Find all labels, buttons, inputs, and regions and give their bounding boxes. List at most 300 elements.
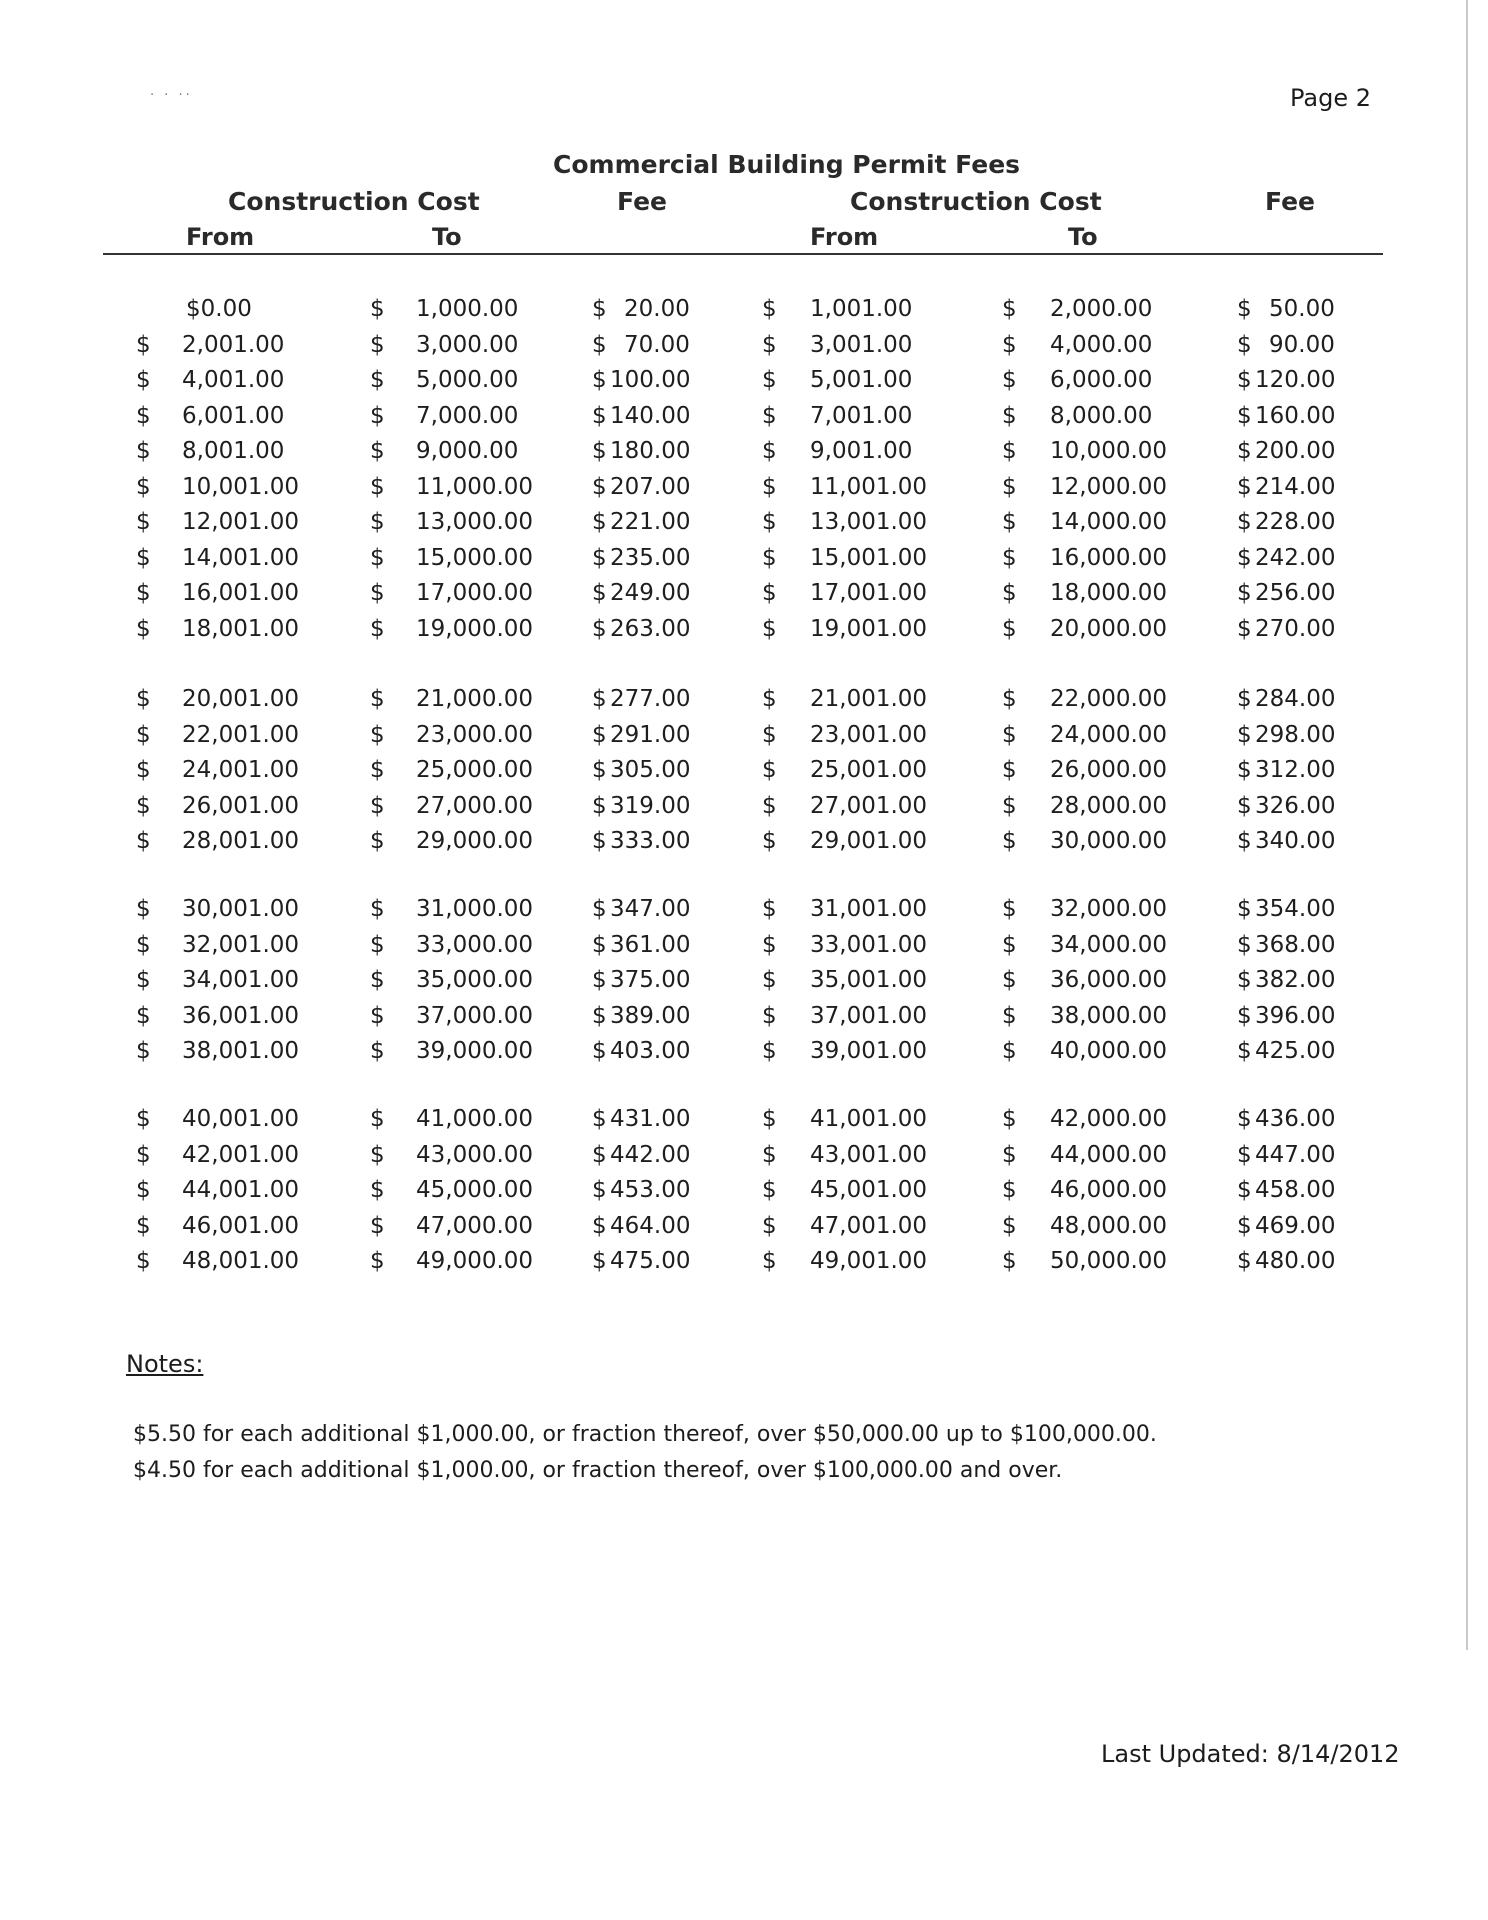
currency-symbol: $ bbox=[136, 1177, 151, 1203]
currency-symbol: $ bbox=[370, 1106, 385, 1132]
fee-value: 305.00 bbox=[610, 757, 691, 783]
currency-symbol: $ bbox=[1002, 896, 1017, 922]
currency-symbol: $ bbox=[762, 931, 777, 958]
currency-symbol: $ bbox=[1002, 1141, 1017, 1168]
fee-value: 270.00 bbox=[1255, 615, 1336, 642]
currency-symbol: $ bbox=[1237, 473, 1252, 500]
cost-value: 19,000.00 bbox=[416, 615, 534, 642]
currency-symbol: $ bbox=[1002, 686, 1017, 712]
currency-symbol: $ bbox=[1002, 615, 1017, 642]
currency-symbol: $ bbox=[136, 686, 151, 712]
fee-value: 207.00 bbox=[610, 473, 691, 500]
cost-value: 6,000.00 bbox=[1050, 367, 1153, 393]
fee-value: 475.00 bbox=[610, 1248, 691, 1274]
fee-value: 442.00 bbox=[610, 1141, 691, 1168]
currency-symbol: $ bbox=[592, 828, 607, 854]
cost-value: 43,000.00 bbox=[416, 1141, 534, 1168]
currency-symbol: $ bbox=[1002, 331, 1017, 358]
currency-symbol: $ bbox=[1002, 828, 1017, 854]
cost-value: 16,001.00 bbox=[182, 580, 300, 606]
currency-symbol: $ bbox=[1002, 1212, 1017, 1239]
currency-symbol: $ bbox=[1002, 473, 1017, 500]
currency-symbol: $ bbox=[1002, 296, 1017, 322]
cost-value: 19,001.00 bbox=[810, 615, 928, 642]
currency-symbol: $ bbox=[136, 331, 151, 358]
currency-symbol: $ bbox=[370, 331, 385, 358]
cost-value: 48,001.00 bbox=[182, 1248, 300, 1274]
currency-symbol: $ bbox=[762, 1106, 777, 1132]
fee-value: 389.00 bbox=[610, 1002, 691, 1029]
fee-value: 256.00 bbox=[1255, 580, 1336, 606]
currency-symbol: $ bbox=[762, 1177, 777, 1203]
fee-value: 228.00 bbox=[1255, 509, 1336, 535]
cost-value: 21,001.00 bbox=[810, 686, 928, 712]
cost-value: 14,001.00 bbox=[182, 544, 300, 571]
currency-symbol: $ bbox=[762, 331, 777, 358]
cost-value: 17,001.00 bbox=[810, 580, 928, 606]
cost-value: 9,000.00 bbox=[416, 438, 519, 464]
currency-symbol: $ bbox=[1237, 1038, 1252, 1064]
currency-symbol: $ bbox=[136, 967, 151, 993]
cost-value: 32,001.00 bbox=[182, 931, 300, 958]
currency-symbol: $ bbox=[1002, 967, 1017, 993]
fee-value: 425.00 bbox=[1255, 1038, 1336, 1064]
currency-symbol: $ bbox=[1237, 615, 1252, 642]
currency-symbol: $ bbox=[592, 402, 607, 429]
cost-value: 25,001.00 bbox=[810, 757, 928, 783]
fee-value: 235.00 bbox=[610, 544, 691, 571]
fee-value: 368.00 bbox=[1255, 931, 1336, 958]
fee-value: 312.00 bbox=[1255, 757, 1336, 783]
currency-symbol: $ bbox=[370, 580, 385, 606]
currency-symbol: $ bbox=[370, 1002, 385, 1029]
currency-symbol: $ bbox=[762, 967, 777, 993]
cost-value: 31,000.00 bbox=[416, 896, 534, 922]
currency-symbol: $ bbox=[762, 1212, 777, 1239]
currency-symbol: $ bbox=[136, 544, 151, 571]
currency-symbol: $ bbox=[592, 1248, 607, 1274]
currency-symbol: $ bbox=[762, 1248, 777, 1274]
cost-value: 44,001.00 bbox=[182, 1177, 300, 1203]
fee-value: 140.00 bbox=[610, 402, 691, 429]
cost-value: 29,001.00 bbox=[810, 828, 928, 854]
currency-symbol: $ bbox=[592, 1002, 607, 1029]
fee-value: 221.00 bbox=[610, 509, 691, 535]
fee-value: 160.00 bbox=[1255, 402, 1336, 429]
fee-value: 469.00 bbox=[1255, 1212, 1336, 1239]
currency-symbol: $ bbox=[592, 1141, 607, 1168]
cost-value: 28,000.00 bbox=[1050, 792, 1168, 819]
cost-value: 31,001.00 bbox=[810, 896, 928, 922]
currency-symbol: $ bbox=[1002, 721, 1017, 748]
currency-symbol: $ bbox=[762, 367, 777, 393]
cost-value: 16,000.00 bbox=[1050, 544, 1168, 571]
cost-value: 42,000.00 bbox=[1050, 1106, 1168, 1132]
currency-symbol: $ bbox=[1237, 331, 1252, 358]
currency-symbol: $ bbox=[1237, 438, 1252, 464]
cost-value: 40,001.00 bbox=[182, 1106, 300, 1132]
currency-symbol: $ bbox=[1237, 402, 1252, 429]
currency-symbol: $ bbox=[136, 757, 151, 783]
cost-value: 47,001.00 bbox=[810, 1212, 928, 1239]
currency-symbol: $ bbox=[1237, 896, 1252, 922]
cost-value: 41,001.00 bbox=[810, 1106, 928, 1132]
currency-symbol: $ bbox=[136, 1038, 151, 1064]
currency-symbol: $ bbox=[762, 721, 777, 748]
cost-value: 26,001.00 bbox=[182, 792, 300, 819]
cost-value: 32,000.00 bbox=[1050, 896, 1168, 922]
currency-symbol: $ bbox=[370, 1141, 385, 1168]
currency-symbol: $ bbox=[762, 1002, 777, 1029]
currency-symbol: $ bbox=[1002, 1002, 1017, 1029]
currency-symbol: $ bbox=[370, 1177, 385, 1203]
currency-symbol: $ bbox=[370, 402, 385, 429]
currency-symbol: $ bbox=[762, 544, 777, 571]
cost-value: 34,000.00 bbox=[1050, 931, 1168, 958]
cost-value: 10,001.00 bbox=[182, 473, 300, 500]
currency-symbol: $ bbox=[592, 473, 607, 500]
fee-value: 375.00 bbox=[610, 967, 691, 993]
header-to-right: To bbox=[1068, 223, 1098, 251]
cost-value: 2,000.00 bbox=[1050, 296, 1153, 322]
cost-value: 28,001.00 bbox=[182, 828, 300, 854]
cost-value: 12,001.00 bbox=[182, 509, 300, 535]
header-construction-cost-left: Construction Cost bbox=[228, 187, 480, 216]
cost-value: 13,000.00 bbox=[416, 509, 534, 535]
currency-symbol: $ bbox=[136, 1248, 151, 1274]
currency-symbol: $ bbox=[762, 615, 777, 642]
fee-value: 180.00 bbox=[610, 438, 691, 464]
cost-value: 5,000.00 bbox=[416, 367, 519, 393]
cost-value: 8,000.00 bbox=[1050, 402, 1153, 429]
cost-value: 30,000.00 bbox=[1050, 828, 1168, 854]
fee-value: 120.00 bbox=[1255, 367, 1336, 393]
cost-value: 11,000.00 bbox=[416, 473, 534, 500]
cost-value: 50,000.00 bbox=[1050, 1248, 1168, 1274]
currency-symbol: $ bbox=[370, 296, 385, 322]
currency-symbol: $ bbox=[592, 1038, 607, 1064]
currency-symbol: $ bbox=[1237, 1141, 1252, 1168]
currency-symbol: $ bbox=[1237, 367, 1252, 393]
note-line: $4.50 for each additional $1,000.00, or fraction thereof, over $100,000.00 and over. bbox=[133, 1458, 1063, 1483]
currency-symbol: $ bbox=[592, 931, 607, 958]
cost-value: 2,001.00 bbox=[182, 331, 285, 358]
fee-value: 447.00 bbox=[1255, 1141, 1336, 1168]
cost-value: 33,000.00 bbox=[416, 931, 534, 958]
header-construction-cost-right: Construction Cost bbox=[850, 187, 1102, 216]
cost-value: 22,000.00 bbox=[1050, 686, 1168, 712]
fee-value: 458.00 bbox=[1255, 1177, 1336, 1203]
currency-symbol: $ bbox=[592, 1177, 607, 1203]
currency-symbol: $ bbox=[592, 367, 607, 393]
currency-symbol: $ bbox=[1237, 1248, 1252, 1274]
fee-value: 333.00 bbox=[610, 828, 691, 854]
notes-heading: Notes: bbox=[126, 1350, 204, 1378]
cost-value: 23,001.00 bbox=[810, 721, 928, 748]
currency-symbol: $ bbox=[370, 1248, 385, 1274]
currency-symbol: $ bbox=[1002, 1177, 1017, 1203]
currency-symbol: $ bbox=[1002, 509, 1017, 535]
cost-value: 9,001.00 bbox=[810, 438, 913, 464]
fee-value: 340.00 bbox=[1255, 828, 1336, 854]
currency-symbol: $ bbox=[1237, 792, 1252, 819]
currency-symbol: $ bbox=[1237, 544, 1252, 571]
currency-symbol: $ bbox=[370, 367, 385, 393]
currency-symbol: $ bbox=[592, 580, 607, 606]
currency-symbol: $ bbox=[136, 1141, 151, 1168]
note-line: $5.50 for each additional $1,000.00, or fraction thereof, over $50,000.00 up to $100,000.00. bbox=[133, 1422, 1157, 1447]
currency-symbol: $ bbox=[136, 402, 151, 429]
fee-value: 291.00 bbox=[610, 721, 691, 748]
cost-value: 46,001.00 bbox=[182, 1212, 300, 1239]
currency-symbol: $ bbox=[370, 967, 385, 993]
currency-symbol: $ bbox=[1237, 1106, 1252, 1132]
table-title: Commercial Building Permit Fees bbox=[553, 150, 1021, 179]
cost-value: 13,001.00 bbox=[810, 509, 928, 535]
cost-value: 26,000.00 bbox=[1050, 757, 1168, 783]
cost-value: 49,001.00 bbox=[810, 1248, 928, 1274]
currency-symbol: $ bbox=[1002, 580, 1017, 606]
cost-value: 22,001.00 bbox=[182, 721, 300, 748]
cost-value: 12,000.00 bbox=[1050, 473, 1168, 500]
currency-symbol: $ bbox=[762, 1141, 777, 1168]
currency-symbol: $ bbox=[136, 721, 151, 748]
fee-value: 431.00 bbox=[610, 1106, 691, 1132]
cost-value: 45,000.00 bbox=[416, 1177, 534, 1203]
fee-value: 100.00 bbox=[610, 367, 691, 393]
cost-value: 27,000.00 bbox=[416, 792, 534, 819]
currency-symbol: $ bbox=[370, 686, 385, 712]
fee-value: 319.00 bbox=[610, 792, 691, 819]
currency-symbol: $ bbox=[1002, 1248, 1017, 1274]
last-updated: Last Updated: 8/14/2012 bbox=[1101, 1740, 1400, 1768]
currency-symbol: $ bbox=[592, 544, 607, 571]
currency-symbol: $ bbox=[592, 438, 607, 464]
cost-value: 21,000.00 bbox=[416, 686, 534, 712]
fee-value: 480.00 bbox=[1255, 1248, 1336, 1274]
cost-value: 37,000.00 bbox=[416, 1002, 534, 1029]
cost-value: 29,000.00 bbox=[416, 828, 534, 854]
fee-value: 436.00 bbox=[1255, 1106, 1336, 1132]
cost-value: 17,000.00 bbox=[416, 580, 534, 606]
currency-symbol: $ bbox=[370, 757, 385, 783]
currency-symbol: $ bbox=[1237, 1002, 1252, 1029]
currency-symbol: $ bbox=[136, 896, 151, 922]
currency-symbol: $ bbox=[136, 367, 151, 393]
currency-symbol: $ bbox=[370, 792, 385, 819]
currency-symbol: $ bbox=[136, 615, 151, 642]
header-from-left: From bbox=[186, 223, 255, 251]
header-fee-right: Fee bbox=[1265, 187, 1315, 216]
currency-symbol: $ bbox=[136, 1212, 151, 1239]
fee-value: 298.00 bbox=[1255, 721, 1336, 748]
cost-value: 35,001.00 bbox=[810, 967, 928, 993]
currency-symbol: $ bbox=[1002, 792, 1017, 819]
currency-symbol: $ bbox=[136, 1106, 151, 1132]
currency-symbol: $ bbox=[762, 580, 777, 606]
fee-value: 263.00 bbox=[610, 615, 691, 642]
currency-symbol: $ bbox=[592, 331, 607, 358]
fee-value: 200.00 bbox=[1255, 438, 1336, 464]
cost-value: 11,001.00 bbox=[810, 473, 928, 500]
currency-symbol: $ bbox=[592, 1212, 607, 1239]
currency-symbol: $ bbox=[370, 473, 385, 500]
cost-value: 15,000.00 bbox=[416, 544, 534, 571]
currency-symbol: $ bbox=[762, 896, 777, 922]
cost-value: 42,001.00 bbox=[182, 1141, 300, 1168]
scan-speck: · · ·· bbox=[150, 88, 193, 103]
fee-value: 284.00 bbox=[1255, 686, 1336, 712]
currency-symbol: $ bbox=[1237, 509, 1252, 535]
currency-symbol: $ bbox=[370, 828, 385, 854]
fee-value: 20.00 bbox=[624, 296, 690, 322]
currency-symbol: $ bbox=[592, 615, 607, 642]
currency-symbol: $ bbox=[1237, 580, 1252, 606]
currency-symbol: $ bbox=[136, 792, 151, 819]
currency-symbol: $ bbox=[1237, 1212, 1252, 1239]
cost-value: 36,000.00 bbox=[1050, 967, 1168, 993]
currency-symbol: $ bbox=[762, 792, 777, 819]
currency-symbol: $ bbox=[370, 931, 385, 958]
currency-symbol: $ bbox=[136, 438, 151, 464]
cost-value: 20,001.00 bbox=[182, 686, 300, 712]
currency-symbol: $ bbox=[1237, 828, 1252, 854]
currency-symbol: $ bbox=[1237, 931, 1252, 958]
cost-value: 37,001.00 bbox=[810, 1002, 928, 1029]
page-number: Page 2 bbox=[1290, 84, 1371, 112]
cost-value: 39,001.00 bbox=[810, 1038, 928, 1064]
fee-value: 347.00 bbox=[610, 896, 691, 922]
currency-symbol: $ bbox=[370, 721, 385, 748]
currency-symbol: $ bbox=[370, 1038, 385, 1064]
fee-value: 361.00 bbox=[610, 931, 691, 958]
cost-value: 45,001.00 bbox=[810, 1177, 928, 1203]
cost-value: 15,001.00 bbox=[810, 544, 928, 571]
fee-value: 403.00 bbox=[610, 1038, 691, 1064]
currency-symbol: $ bbox=[762, 473, 777, 500]
currency-symbol: $ bbox=[1002, 1038, 1017, 1064]
currency-symbol: $ bbox=[370, 615, 385, 642]
cost-value: 35,000.00 bbox=[416, 967, 534, 993]
cost-value: 46,000.00 bbox=[1050, 1177, 1168, 1203]
header-to-left: To bbox=[432, 223, 462, 251]
currency-symbol: $ bbox=[592, 721, 607, 748]
cost-value: 18,001.00 bbox=[182, 615, 300, 642]
cost-value: 4,001.00 bbox=[182, 367, 285, 393]
cost-value: 1,000.00 bbox=[416, 296, 519, 322]
currency-symbol: $ bbox=[136, 509, 151, 535]
currency-symbol: $ bbox=[370, 544, 385, 571]
fee-value: 464.00 bbox=[610, 1212, 691, 1239]
cost-value: 6,001.00 bbox=[182, 402, 285, 429]
cost-value: 44,000.00 bbox=[1050, 1141, 1168, 1168]
cost-value: 20,000.00 bbox=[1050, 615, 1168, 642]
currency-symbol: $ bbox=[1002, 544, 1017, 571]
fee-value: 242.00 bbox=[1255, 544, 1336, 571]
currency-symbol: $ bbox=[136, 931, 151, 958]
currency-symbol: $ bbox=[1002, 931, 1017, 958]
cost-value: 30,001.00 bbox=[182, 896, 300, 922]
currency-symbol: $ bbox=[1002, 757, 1017, 783]
cost-value: 24,001.00 bbox=[182, 757, 300, 783]
cost-value: 4,000.00 bbox=[1050, 331, 1153, 358]
fee-value: 354.00 bbox=[1255, 896, 1336, 922]
currency-symbol: $ bbox=[592, 967, 607, 993]
currency-symbol: $ bbox=[370, 1212, 385, 1239]
currency-symbol: $ bbox=[1237, 296, 1252, 322]
currency-symbol: $ bbox=[1237, 967, 1252, 993]
currency-symbol: $ bbox=[762, 828, 777, 854]
cost-value: 34,001.00 bbox=[182, 967, 300, 993]
currency-symbol: $ bbox=[762, 438, 777, 464]
currency-symbol: $ bbox=[1237, 686, 1252, 712]
currency-symbol: $ bbox=[136, 828, 151, 854]
cost-value: 23,000.00 bbox=[416, 721, 534, 748]
currency-symbol: $ bbox=[1002, 367, 1017, 393]
header-fee-left: Fee bbox=[617, 187, 667, 216]
currency-symbol: $ bbox=[1237, 721, 1252, 748]
cost-value: 48,000.00 bbox=[1050, 1212, 1168, 1239]
currency-symbol: $ bbox=[762, 757, 777, 783]
currency-symbol: $ bbox=[762, 509, 777, 535]
currency-symbol: $ bbox=[762, 1038, 777, 1064]
cost-value: 39,000.00 bbox=[416, 1038, 534, 1064]
cost-value: 3,000.00 bbox=[416, 331, 519, 358]
fee-value: 382.00 bbox=[1255, 967, 1336, 993]
fee-value: 277.00 bbox=[610, 686, 691, 712]
cost-value: 43,001.00 bbox=[810, 1141, 928, 1168]
cost-value: 3,001.00 bbox=[810, 331, 913, 358]
cost-value: 38,000.00 bbox=[1050, 1002, 1168, 1029]
cost-value: 49,000.00 bbox=[416, 1248, 534, 1274]
currency-symbol: $ bbox=[762, 296, 777, 322]
currency-symbol: $ bbox=[136, 580, 151, 606]
currency-symbol: $ bbox=[1237, 1177, 1252, 1203]
fee-value: 90.00 bbox=[1269, 331, 1335, 358]
fee-value: 326.00 bbox=[1255, 792, 1336, 819]
cost-value: 24,000.00 bbox=[1050, 721, 1168, 748]
currency-symbol: $ bbox=[592, 1106, 607, 1132]
cost-value: $0.00 bbox=[186, 296, 252, 322]
currency-symbol: $ bbox=[370, 509, 385, 535]
cost-value: 14,000.00 bbox=[1050, 509, 1168, 535]
currency-symbol: $ bbox=[592, 509, 607, 535]
cost-value: 25,000.00 bbox=[416, 757, 534, 783]
currency-symbol: $ bbox=[136, 1002, 151, 1029]
cost-value: 7,001.00 bbox=[810, 402, 913, 429]
fee-value: 70.00 bbox=[624, 331, 690, 358]
cost-value: 10,000.00 bbox=[1050, 438, 1168, 464]
cost-value: 1,001.00 bbox=[810, 296, 913, 322]
currency-symbol: $ bbox=[592, 296, 607, 322]
currency-symbol: $ bbox=[762, 402, 777, 429]
cost-value: 7,000.00 bbox=[416, 402, 519, 429]
currency-symbol: $ bbox=[136, 473, 151, 500]
currency-symbol: $ bbox=[1237, 757, 1252, 783]
cost-value: 18,000.00 bbox=[1050, 580, 1168, 606]
fee-value: 396.00 bbox=[1255, 1002, 1336, 1029]
cost-value: 5,001.00 bbox=[810, 367, 913, 393]
currency-symbol: $ bbox=[1002, 402, 1017, 429]
fee-value: 50.00 bbox=[1269, 296, 1335, 322]
currency-symbol: $ bbox=[592, 757, 607, 783]
fee-value: 214.00 bbox=[1255, 473, 1336, 500]
cost-value: 41,000.00 bbox=[416, 1106, 534, 1132]
currency-symbol: $ bbox=[370, 438, 385, 464]
cost-value: 8,001.00 bbox=[182, 438, 285, 464]
header-from-right: From bbox=[810, 223, 879, 251]
cost-value: 33,001.00 bbox=[810, 931, 928, 958]
